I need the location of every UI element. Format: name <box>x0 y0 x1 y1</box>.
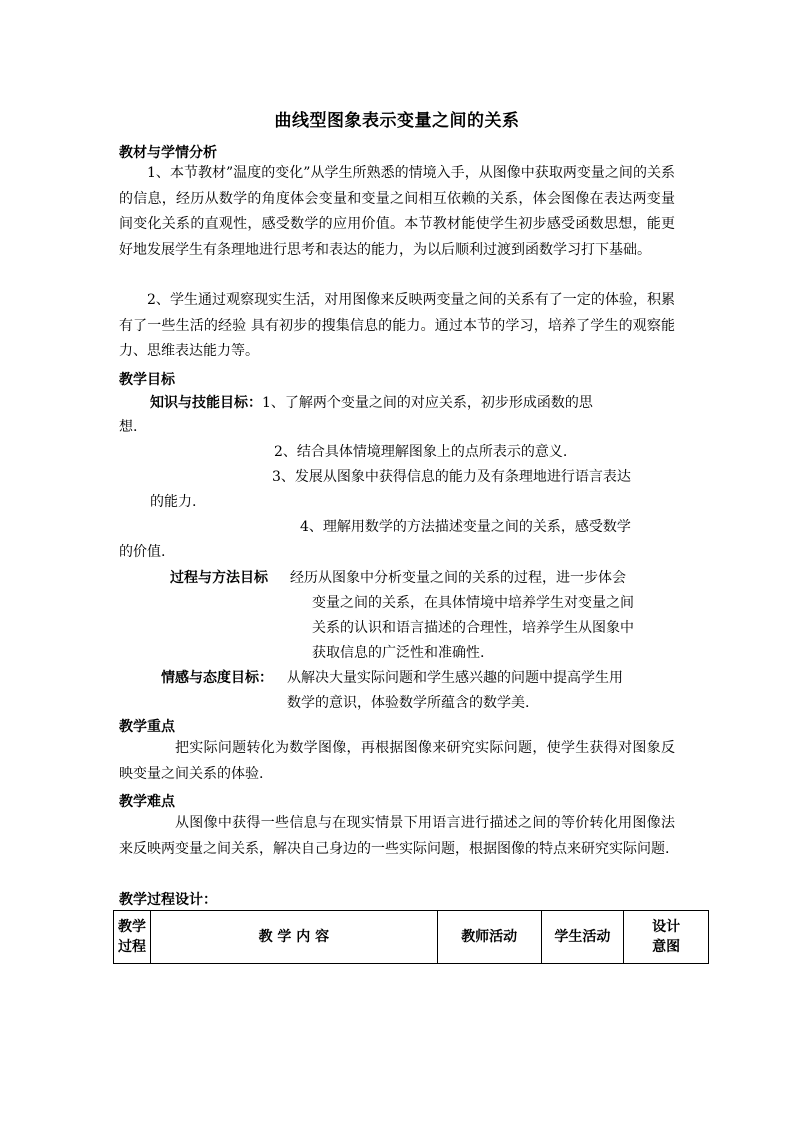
emotion-goal-label: 情感与态度目标： <box>161 670 273 686</box>
process-goal-line-2: 变量之间的关系，在具体情境中培养学生对变量之间 <box>312 595 634 611</box>
knowledge-goal-2: 2、结合具体情境理解图象上的点所表示的意义. <box>274 444 568 460</box>
heading-material-analysis: 教材与学情分析 <box>119 145 217 161</box>
knowledge-goal-1-text: 1、了解两个变量之间的对应关系，初步形成函数的思 <box>262 395 593 411</box>
header-student-activity: 学生活动 <box>541 911 624 964</box>
emotion-goal-line-1: 从解决大量实际问题和学生感兴趣的问题中提高学生用 <box>287 670 623 686</box>
process-goal-line-4: 获取信息的广泛性和准确性. <box>312 645 485 661</box>
paragraph-difficult-points: 从图像中获得一些信息与在现实情景下用语言进行描述之间的等价转化用图像法来反映两变量之间关系，解决自己身边的一些实际问题，根据图像的特点来研究实际问题. <box>119 815 675 857</box>
header-teaching-content: 教 学 内 容 <box>150 911 437 964</box>
header-design-intent <box>624 911 709 964</box>
heading-difficult-points: 教学难点 <box>119 794 175 810</box>
knowledge-goal-3-cont: 的能力. <box>150 494 197 510</box>
knowledge-goal-4: 4、理解用数学的方法描述变量之间的关系，感受数学 <box>300 519 631 535</box>
emotion-goal-line-2: 数学的意识，体验数学所蕴含的数学美. <box>287 695 530 711</box>
knowledge-goal-3: 3、发展从图象中获得信息的能力及有条理地进行语言表达 <box>272 469 631 485</box>
knowledge-goal-1 <box>150 392 593 412</box>
header-design-intent-line-2: 意图 <box>652 939 681 955</box>
process-table <box>113 910 709 964</box>
paragraph-key-points: 把实际问题转化为数学图像，再根据图像来研究实际问题，使学生获得对图象反映变量之间关系的体验. <box>119 740 675 782</box>
table-header-row <box>114 911 709 964</box>
header-teaching-process-line-1: 教学 <box>117 919 146 935</box>
document-title: 曲线型图象表示变量之间的关系 <box>274 111 520 131</box>
process-goal-label: 过程与方法目标 <box>170 570 268 586</box>
paragraph-material-2: 2、学生通过观察现实生活，对用图像来反映两变量之间的关系有了一定的体验，积累有了一些生活的经验 具有初步的搜集信息的能力。通过本节的学习，培养了学生的观察能力、思维表达能力等。 <box>119 292 675 359</box>
heading-process-design: 教学过程设计： <box>119 892 217 908</box>
knowledge-goal-1-cont: 想. <box>119 419 138 435</box>
knowledge-goal-4-cont: 的价值. <box>119 544 166 560</box>
header-teaching-process-line-2: 过程 <box>117 939 146 955</box>
header-design-intent-line-1: 设计 <box>652 919 681 935</box>
heading-teaching-goals: 教学目标 <box>119 372 175 388</box>
process-goal-line-3: 关系的认识和语言描述的合理性，培养学生从图象中 <box>312 620 634 636</box>
heading-key-points: 教学重点 <box>119 719 175 735</box>
paragraph-material-1: 1、本节教材”温度的变化”从学生所熟悉的情境入手，从图像中获取两变量之间的关系的信息，经历从数学的角度体会变量和变量之间相互依赖的关系，体会图像在表达两变量间变化关系的直观性，感受数学的应用价值。本节教材能使学生初步感受函数思想，能更好地发展学生有条理地进行思考和表达的能力，为以后顺利过渡到函数学习打下基础。 <box>119 165 675 258</box>
header-teacher-activity: 教师活动 <box>437 911 541 964</box>
header-teaching-process <box>114 911 151 964</box>
process-goal-line-1: 经历从图象中分析变量之间的关系的过程，进一步体会 <box>290 570 626 586</box>
knowledge-goal-label: 知识与技能目标： <box>150 395 262 411</box>
